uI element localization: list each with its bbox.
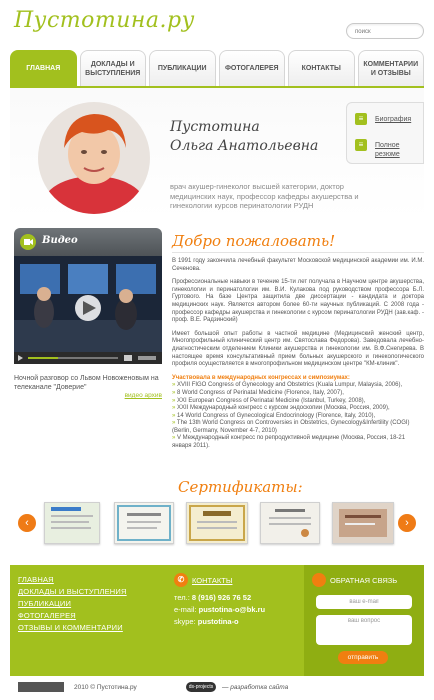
document-icon: ≡ [355,139,367,151]
next-arrow-icon[interactable]: › [398,514,416,532]
biography-link[interactable]: Биография [375,116,412,123]
list-item: » XVIII FIGO Congress of Gynecology and Obstetrics (Kuala Lumpur, Malaysia, 2006), [172,382,403,389]
feedback-title: ОБРАТНАЯ СВЯЗЬ [330,576,398,585]
list-item: » V Международный конгресс по репродуктивной медицине (Москва, Россия, 18-21 января 2011). [172,435,406,450]
video-title: Видео [42,235,78,246]
video-header [14,228,162,256]
resume-link[interactable]: Полное резюме [375,142,400,158]
list-item: » XXII Международный конгресс с курсом эндоскопии (Москва, Россия, 2009), [172,405,390,412]
submit-button[interactable]: отправить [338,651,388,664]
certificates-title: Сертификаты: [178,478,303,496]
profile-firstname: Ольга Анатольевна [170,138,319,154]
feedback-question-field[interactable] [316,615,412,645]
list-item: » The 13th World Congress on Controversies in Obstetrics, Gynecology&Infertility (COGI) (Berlin, Germany, November 4-7, 2010) [172,420,410,434]
footer-skype: skype: pustotina-o [174,617,239,626]
copyright: 2010 © Пустотина.ру [74,684,137,691]
video-caption: Ночной разговор со Львом Новоженовым на телеканале "Доверие" [14,375,159,391]
main-nav [10,50,424,86]
feedback-icon [312,573,326,587]
video-camera-icon [20,234,36,250]
footer-link-reports[interactable]: ДОКЛАДЫ И ВЫСТУПЛЕНИЯ [18,587,127,596]
footer-phone: тел.: 8 (916) 926 76 52 [174,593,252,602]
welcome-article [172,258,424,451]
certificate-thumb[interactable] [332,502,394,544]
footer-link-reviews[interactable]: ОТЗЫВЫ И КОММЕНТАРИИ [18,623,123,632]
feedback-email-field[interactable] [316,595,412,609]
video-archive-link[interactable]: видео архив [124,392,162,399]
certificate-thumb[interactable] [260,502,320,544]
header [0,0,434,50]
list-item: » 8 World Congress of Perinatal Medicine (Florence, Italy, 2007), [172,389,344,396]
phone-icon: ✆ [174,573,188,587]
divider [172,252,424,253]
tab-contacts[interactable]: КОНТАКТЫ [288,50,355,86]
welcome-title: Добро пожаловать! [172,232,336,250]
video-controls[interactable] [14,352,162,364]
profile-photo [38,102,150,214]
tab-home[interactable]: ГЛАВНАЯ [10,50,77,86]
profile-links [346,102,424,164]
profile-bio: врач акушер-гинеколог высшей категории, доктор медицинских наук, профессор кафедры акушерства и гинекологии курсов перинатологии РУДН [170,182,359,210]
document-icon: ≡ [355,113,367,125]
certificates-carousel [10,500,424,550]
certificate-thumb[interactable] [44,502,100,544]
list-item: » XXI European Congress of Perinatal Medicine (Istanbul, Turkey, 2008), [172,397,366,404]
footer-link-home[interactable]: ГЛАВНАЯ [18,575,54,584]
profile-name [170,118,318,156]
search-input[interactable] [355,26,417,37]
tab-gallery[interactable]: ФОТОГАЛЕРЕЯ [219,50,286,86]
counter-logo [18,682,64,692]
developer-logo[interactable]: ds-projects [186,682,216,692]
footer-link-gallery[interactable]: ФОТОГАЛЕРЕЯ [18,611,76,620]
footer-contacts-title[interactable]: КОНТАКТЫ [192,576,233,585]
feedback-form [304,565,424,689]
article-paragraph: Профессиональные навыки в течение 15-ти лет получала в Научном центре акушерства, гинекологии и перинатологии им. В.И. Кулакова под руководством профессора Б.Л. Гуртового. На базе Центра защитила две диссертации - кандидата и доктора медицинских наук. Является автором более 60-ти научных публикаций. С 2008 года - профессор кафедры акушерства и гинекологии с курсом перинатологии РУДН (зав.каф. - проф. В.Е. Радзинский) [172,279,424,324]
tab-reviews[interactable]: КОММЕНТАРИИ И ОТЗЫВЫ [358,50,425,86]
video-block [14,228,162,410]
prev-arrow-icon[interactable]: ‹ [18,514,36,532]
developer-credit: — разработка сайта [222,684,289,691]
footer-email: e-mail: pustotina-o@bk.ru [174,605,266,614]
site-logo[interactable]: Пустотина.ру [14,8,195,33]
article-paragraph: Имеет большой опыт работы в частной медицине (Медицинский женский центр, Многопрофильный клинический центр им. Святослава Федорова). Заведовала лечебно-диагностическим отделением Клиники акушерства и гинекологии им. В.Ф.Снегирева. В настоящее время консультативный прием больных акушерского и гинекологического профиля осуществляется в многопрофильном медицинском центре "КМ-клиник". [172,330,424,368]
article-paragraph: В 1991 году закончила лечебный факультет Московской медицинской академии им. И.М. Сеченова. [172,258,424,272]
congress-title: Участвовала в международных конгрессах и симпозиумах: [172,374,350,381]
profile-surname: Пустотина [170,119,260,135]
list-item: » 14 World Congress of Gynecological Endocrinology (Florence, Italy, 2010), [172,412,376,419]
certificate-thumb[interactable] [114,502,174,544]
tab-reports[interactable]: ДОКЛАДЫ И ВЫСТУПЛЕНИЯ [80,50,147,86]
video-player[interactable] [14,256,162,352]
bottom-bar [10,676,424,700]
congress-list [172,382,424,450]
footer-link-publications[interactable]: ПУБЛИКАЦИИ [18,599,72,608]
search-box[interactable] [346,23,424,39]
certificate-thumb[interactable] [186,502,248,544]
tab-publications[interactable]: ПУБЛИКАЦИИ [149,50,216,86]
